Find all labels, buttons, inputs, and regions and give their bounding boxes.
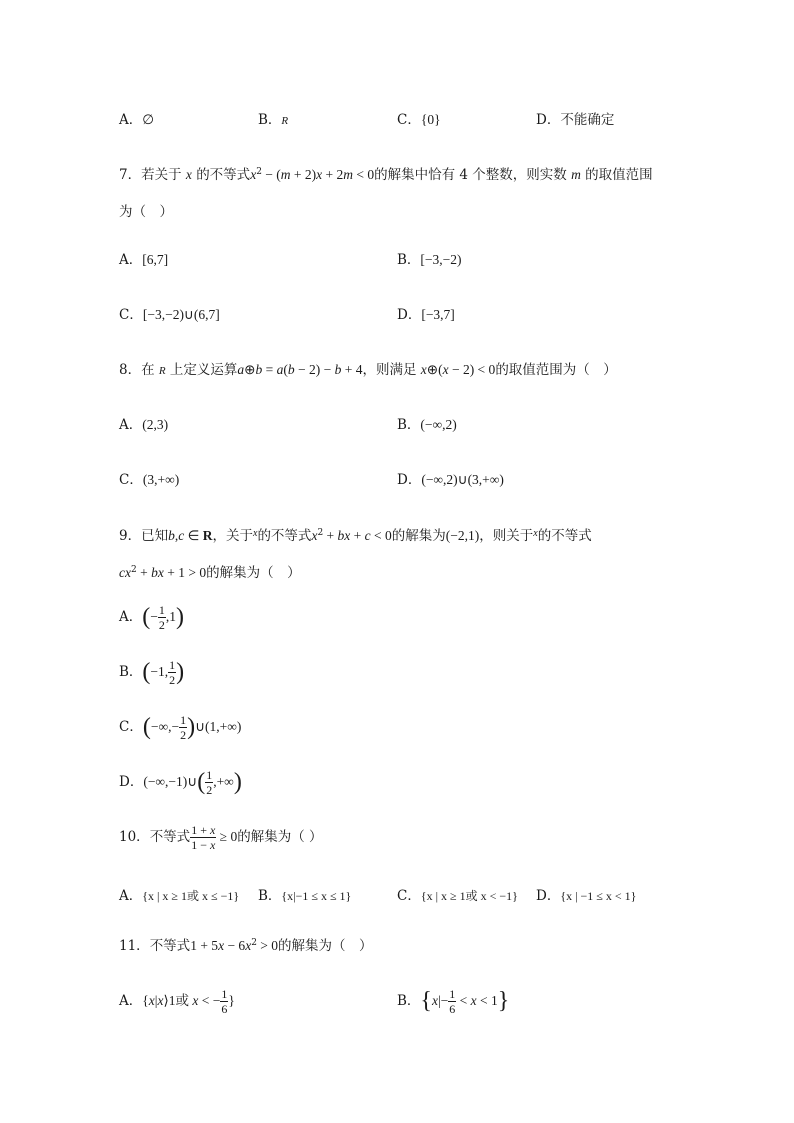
- q7-option-d: D．[−3,7]: [397, 307, 455, 323]
- prev-option-a: A．∅: [119, 112, 155, 128]
- q9-option-a: A．(− $\frac{1}{2}$ ,1): [119, 603, 184, 632]
- q9-option-c: C．(−∞,− $\frac{1}{2}$ )∪(1,+∞): [119, 713, 242, 742]
- q8-option-a: A．(2,3): [119, 417, 169, 433]
- q7-option-a: A．[6,7]: [119, 252, 169, 268]
- question-10-stem: 10．不等式 $\frac{1 + x}{1 - x}$ ≥ 0的解集为（ ）: [119, 823, 323, 852]
- q8-option-c: C．(3,+∞): [119, 472, 180, 488]
- q11-option-b: B．{x|− $\frac{1}{6}$ < x < 1}: [397, 987, 510, 1016]
- question-8-stem: 8．在 R 上定义运算a⊕b = a(b − 2) − b + 4，则满足 x⊕(x − 2) < 0的取值范围为（ ）: [119, 362, 617, 378]
- q10-option-a: A．{x | x ≥ 1或 x ≤ −1}: [119, 888, 240, 904]
- question-11-stem: 11．不等式$1 + 5x - 6x^2 > 0$的解集为（ ）: [119, 938, 373, 954]
- question-9-stem-cont: $cx^2$ + bx + 1 > 0的解集为（ ）: [119, 565, 301, 581]
- q7-option-b: B．[−3,−2): [397, 252, 462, 268]
- q11-option-a: A．{x|x⟩1或 x < − $\frac{1}{6}$ }: [119, 987, 235, 1016]
- prev-option-d: D．不能确定: [536, 112, 615, 128]
- q9-option-d: D．(−∞,−1)∪( $\frac{1}{2}$ ,+∞): [119, 768, 242, 797]
- prev-option-c: C．{0}: [397, 112, 441, 128]
- question-7-stem-cont: 为（ ）: [119, 204, 173, 220]
- q8-option-d: D．(−∞,2)∪(3,+∞): [397, 472, 504, 488]
- question-9-stem: 9．已知b,c ∈ R，关于$^x$的不等式$x^2$ + bx + c < 0的解集为(−2,1)，则关于$^x$的不等式: [119, 528, 592, 544]
- q7-option-c: C．[−3,−2)∪(6,7]: [119, 307, 220, 323]
- question-7-stem: 7．若关于 x 的不等式$x^2 - (m + 2)x + 2m < 0$的解集中恰有 4 个整数，则实数 m 的取值范围: [119, 167, 653, 183]
- q10-option-b: B．{x|−1 ≤ x ≤ 1}: [258, 888, 352, 904]
- q10-option-c: C．{x | x ≥ 1或 x < −1}: [397, 888, 518, 904]
- q10-option-d: D．{x | −1 ≤ x < 1}: [536, 888, 637, 904]
- prev-option-b: B．R: [258, 112, 289, 128]
- q9-option-b: B．(−1, $\frac{1}{2}$ ): [119, 658, 185, 687]
- q8-option-b: B．(−∞,2): [397, 417, 457, 433]
